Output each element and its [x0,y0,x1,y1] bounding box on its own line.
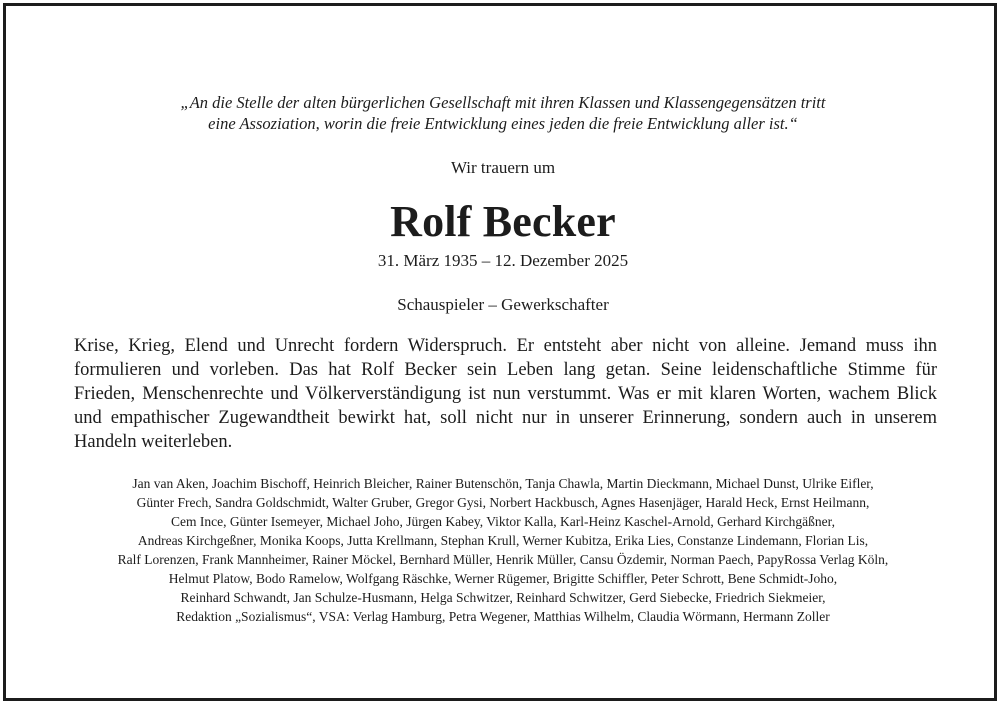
quote-line: „An die Stelle der alten bürgerlichen Gesellschaft mit ihren Klassen und Klassengegensätzen tritt [180,93,826,112]
signatories-line: Redaktion „Sozialismus“, VSA: Verlag Hamburg, Petra Wegener, Matthias Wilhelm, Claudia Wörmann, Hermann Zoller [176,609,830,624]
obituary-frame [3,3,997,701]
signatories-line: Jan van Aken, Joachim Bischoff, Heinrich Bleicher, Rainer Butenschön, Tanja Chawla, Martin Dieckmann, Michael Dunst, Ulrike Eifler, [132,476,874,491]
epigraph-quote [6,92,1000,134]
signatories-line: Helmut Platow, Bodo Ramelow, Wolfgang Räschke, Werner Rügemer, Brigitte Schiffler, Peter Schrott, Bene Schmidt-Joho, [168,571,838,586]
tribute-line: und empathischer Zugewandtheit bewirkt hat, soll nicht nur in unserer Erinnerung, sondern auch in unserem [74,408,937,428]
signatories-line: Reinhard Schwandt, Jan Schulze-Husmann, Helga Schwitzer, Reinhard Schwitzer, Gerd Siebecke, Friedrich Siekmeier, [180,590,826,605]
tribute-line: formulieren und vorleben. Das hat Rolf Becker sein Leben lang getan. Seine leidenschaftliche Stimme für [74,360,937,380]
quote-line: eine Assoziation, worin die freie Entwicklung eines jeden die freie Entwicklung aller ist.“ [208,114,798,133]
mourning-intro: Wir trauern um [450,158,556,177]
signatories-list [6,474,1000,626]
tribute-line: Frieden, Menschenrechte und Völkerverständigung ist nun verstummt. Was er mit klaren Worten, wachem Blick [74,384,937,404]
signatories-line: Andreas Kirchgeßner, Monika Koops, Jutta Krellmann, Stephan Krull, Werner Kubitza, Erika Lies, Constanze Lindemann, Florian Lis, [137,533,869,548]
tribute-line: Krise, Krieg, Elend und Unrecht fordern Widerspruch. Er entsteht aber nicht von alleine. Jemand muss ihn [74,336,937,356]
signatories-line: Cem Ince, Günter Isemeyer, Michael Joho, Jürgen Kabey, Viktor Kalla, Karl-Heinz Kaschel-Arnold, Gerhard Kirchgäßner, [171,514,835,529]
deceased-name: Rolf Becker [390,197,616,246]
life-dates: 31. März 1935 – 12. Dezember 2025 [377,251,629,270]
signatories-line: Günter Frech, Sandra Goldschmidt, Walter Gruber, Gregor Gysi, Norbert Hackbusch, Agnes Hasenjäger, Harald Heck, Ernst Heilmann, [136,495,870,510]
tribute-text [74,334,937,454]
tribute-line: Handeln weiterleben. [74,432,233,452]
occupation: Schauspieler – Gewerkschafter [397,295,609,314]
signatories-line: Ralf Lorenzen, Frank Mannheimer, Rainer Möckel, Bernhard Müller, Henrik Müller, Cansu Özdemir, Norman Paech, PapyRossa Verlag Köln, [117,552,889,567]
